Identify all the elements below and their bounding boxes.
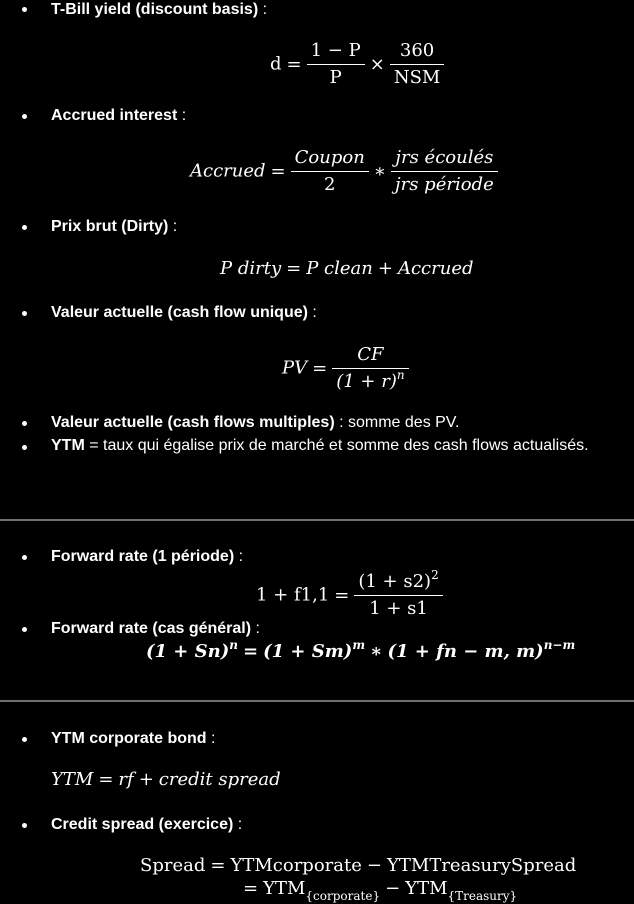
formula-spread-line2: = $YTM_{\{corporate\}} - YTM_{\{Treasury\}}$ bbox=[243, 878, 518, 903]
item-pv-multi: Valeur actuelle (cash flows multiples) : somme des PV. bbox=[51, 414, 460, 431]
item-tbill: T-Bill yield (discount basis) : bbox=[51, 1, 268, 18]
formula-accrued: Accrued = $\frac{\text{Coupon}}{2}$ ∗ $\frac{\text{jrs écoulés}}{\text{jrs période}}$ bbox=[190, 145, 498, 198]
bullet bbox=[22, 7, 27, 12]
separator bbox=[0, 519, 634, 521]
bullet bbox=[22, 445, 27, 450]
item-credit-spread: Credit spread (exercice) : bbox=[51, 816, 243, 833]
bullet bbox=[22, 225, 27, 230]
bullet bbox=[22, 421, 27, 426]
bullet bbox=[22, 311, 27, 316]
separator bbox=[0, 700, 634, 702]
formula-forward1: 1 + f1,1 = $\frac{(1 + s2)^2}{1 + s1}$ bbox=[256, 569, 443, 622]
bullet bbox=[22, 823, 27, 828]
formula-tbill: d = $\frac{1 - P}{P}$ × $\frac{360}{\text{NSM}}$ bbox=[270, 38, 444, 91]
formula-spread-line1: Spread = YTMcorporate − YTMTreasurySpread bbox=[140, 855, 577, 876]
formula-forward-gen: $(1 + Sn)^n = (1 + Sm)^m$ ∗ (1 + fn − m, m)$^{n-m}$ bbox=[146, 638, 576, 662]
item-accrued: Accrued interest : bbox=[51, 107, 187, 124]
formula-pv: PV = $\frac{CF}{(1 + r)^n}$ bbox=[282, 342, 409, 395]
item-ytm-corp: YTM corporate bond : bbox=[51, 730, 216, 747]
item-forward1: Forward rate (1 période) : bbox=[51, 548, 244, 565]
item-dirty: Prix brut (Dirty) : bbox=[51, 218, 178, 235]
item-pv-single: Valeur actuelle (cash flow unique) : bbox=[51, 304, 317, 321]
item-forward-gen: Forward rate (cas général) : bbox=[51, 620, 260, 637]
bullet bbox=[22, 737, 27, 742]
bullet bbox=[22, 627, 27, 632]
bullet bbox=[22, 555, 27, 560]
item-ytm: YTM = taux qui égalise prix de marché et somme des cash flows actualisés. bbox=[51, 437, 589, 454]
formula-dirty: P dirty = P clean + Accrued bbox=[220, 258, 474, 279]
formula-ytm-corp: YTM = rf + credit spread bbox=[51, 769, 281, 790]
bullet bbox=[22, 114, 27, 119]
